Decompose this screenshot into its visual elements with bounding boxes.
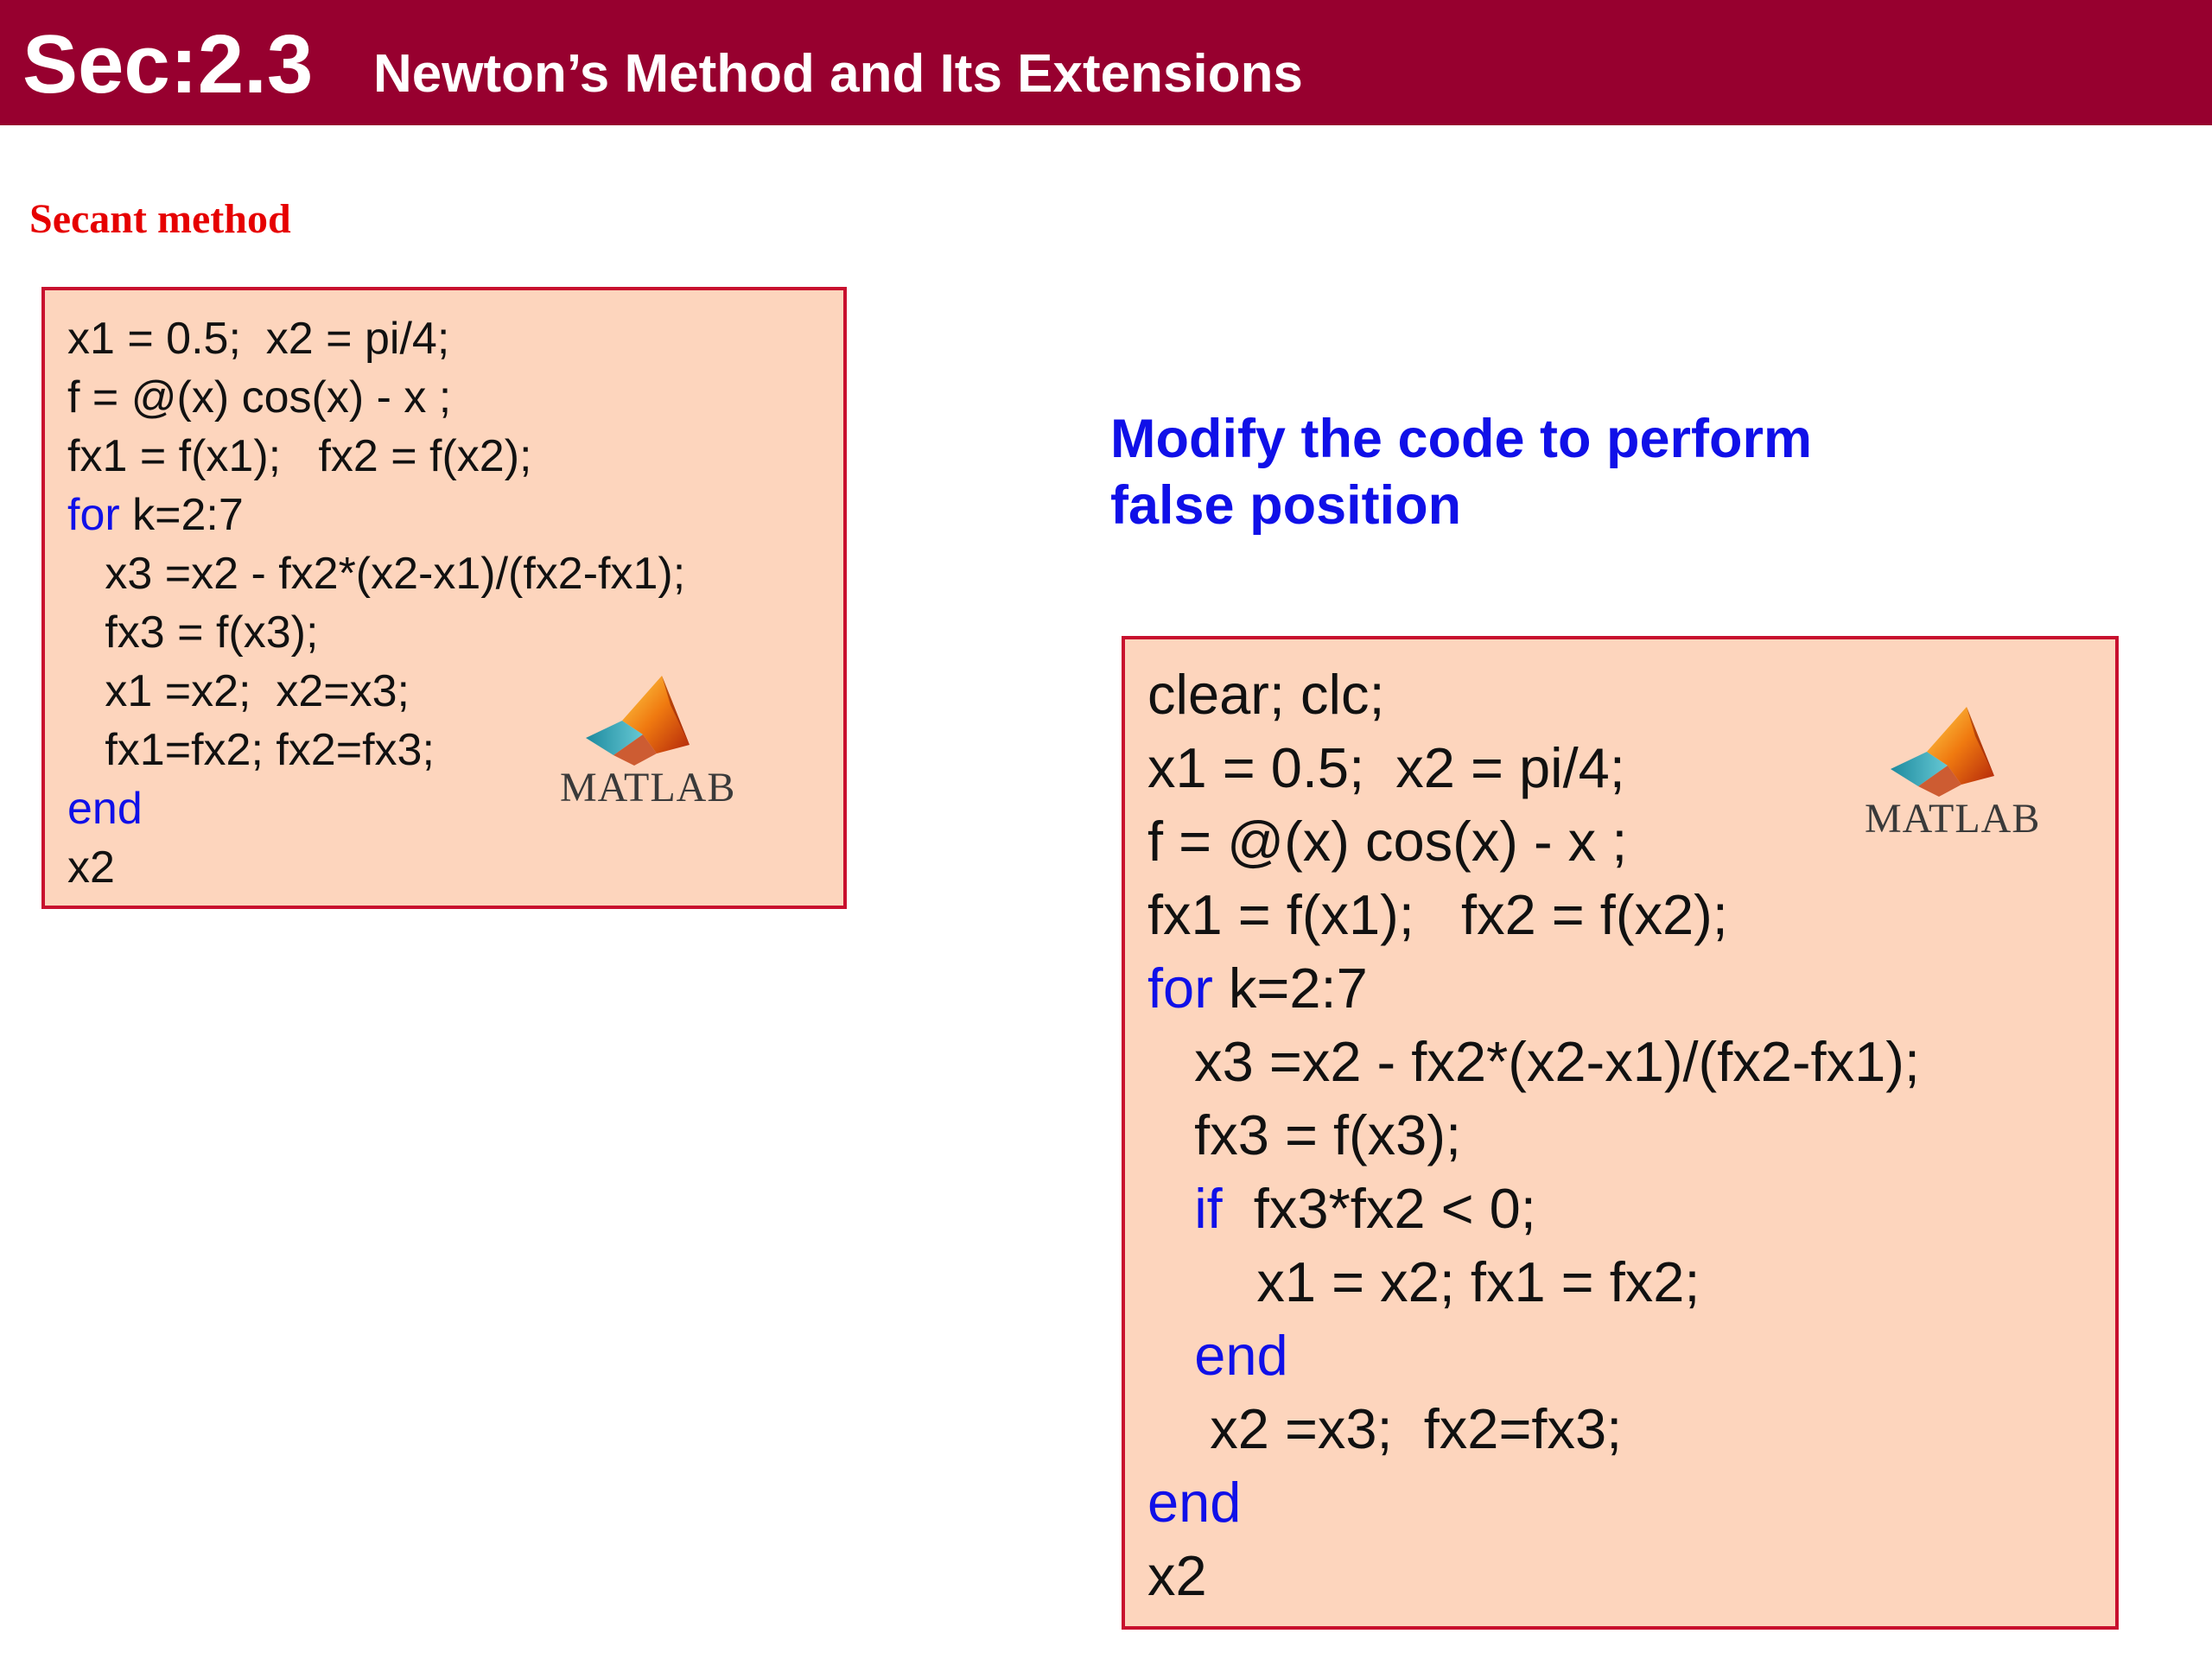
header-bar	[0, 0, 2212, 125]
code-indent	[1147, 1177, 1194, 1240]
keyword-end: end	[67, 784, 143, 834]
code-line: fx1=fx2; fx2=fx3;	[67, 725, 435, 775]
code-line: fx1 = f(x1); fx2 = f(x2);	[1147, 883, 1728, 946]
keyword-end: end	[1194, 1324, 1288, 1387]
code-line: f = @(x) cos(x) - x ;	[67, 372, 452, 423]
code-text: fx3*fx2 < 0;	[1222, 1177, 1536, 1240]
code-line: x3 =x2 - fx2*(x2-x1)/(fx2-fx1);	[1147, 1030, 1920, 1093]
matlab-membrane-icon	[560, 671, 733, 774]
code-line: x2	[67, 842, 115, 893]
code-line	[1147, 1319, 2115, 1392]
code-line: clear; clc;	[1147, 663, 1385, 726]
matlab-logo-text: MATLAB	[560, 765, 736, 810]
code-line: f = @(x) cos(x) - x ;	[1147, 810, 1628, 873]
secant-code-box	[41, 287, 847, 909]
code-line: x3 =x2 - fx2*(x2-x1)/(fx2-fx1);	[67, 549, 686, 599]
code-line	[1147, 951, 2115, 1025]
keyword-if: if	[1194, 1177, 1223, 1240]
code-line: x1 = x2; fx1 = fx2;	[1147, 1250, 1700, 1313]
code-line: fx3 = f(x3);	[1147, 1103, 1462, 1166]
keyword-for: for	[67, 490, 120, 540]
instruction-line: false position	[1110, 475, 1462, 536]
matlab-logo-text: MATLAB	[1865, 796, 2041, 842]
code-line: x2	[1147, 1544, 1207, 1607]
section-number: Sec:2.3	[22, 18, 314, 111]
secant-method-heading: Secant method	[29, 196, 291, 242]
code-line: x2 =x3; fx2=fx3;	[1147, 1397, 1623, 1460]
matlab-membrane-icon	[1865, 702, 2037, 805]
instruction-text	[1110, 406, 1812, 539]
code-line: fx3 = f(x3);	[67, 607, 319, 658]
code-indent	[1147, 1324, 1194, 1387]
section-title: Newton’s Method and Its Extensions	[373, 44, 1303, 104]
code-line	[67, 486, 843, 544]
keyword-for: for	[1147, 957, 1213, 1020]
matlab-logo	[1865, 702, 2041, 849]
code-line	[1147, 1172, 2115, 1245]
code-text: k=2:7	[119, 490, 244, 540]
code-line: x1 =x2; x2=x3;	[67, 666, 410, 716]
instruction-line: Modify the code to perform	[1110, 409, 1813, 469]
code-line	[1147, 1465, 2115, 1539]
code-line: fx1 = f(x1); fx2 = f(x2);	[67, 431, 532, 481]
false-position-code-box	[1122, 636, 2119, 1630]
matlab-logo	[560, 671, 736, 817]
code-line: x1 = 0.5; x2 = pi/4;	[1147, 736, 1625, 799]
keyword-end: end	[1147, 1471, 1242, 1534]
code-line: x1 = 0.5; x2 = pi/4;	[67, 314, 450, 364]
code-text: k=2:7	[1212, 957, 1368, 1020]
